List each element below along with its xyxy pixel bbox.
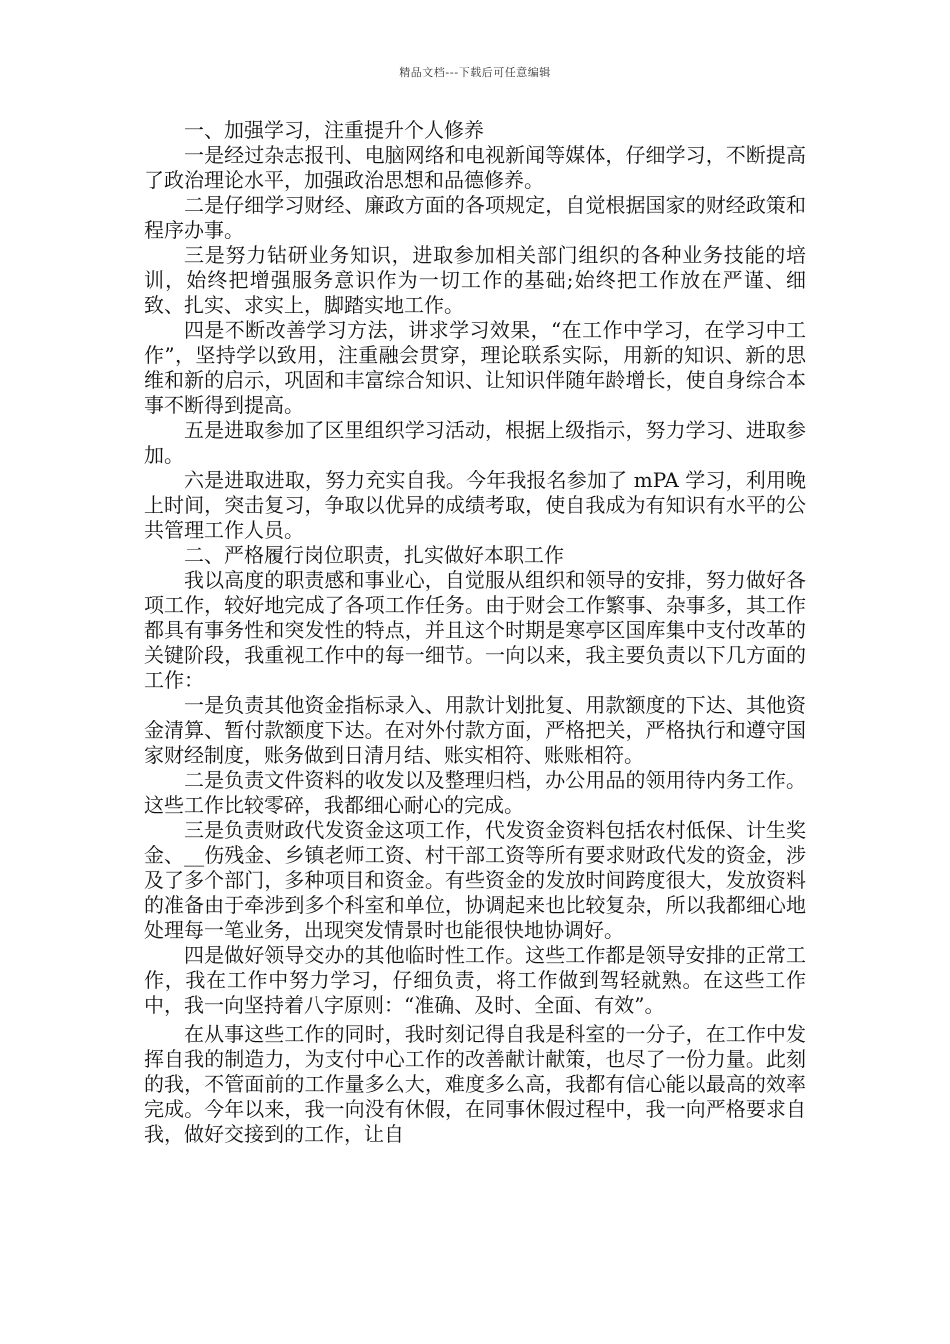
paragraph: 一是经过杂志报刊、电脑网络和电视新闻等媒体，仔细学习，不断提高了政治理论水平，加强政治思想和品德修养。	[144, 143, 806, 192]
paragraph: 二是负责文件资料的收发以及整理归档，办公用品的领用待内务工作。这些工作比较零碎，我都细心耐心的完成。	[144, 768, 806, 817]
paragraph: 四是做好领导交办的其他临时性工作。这些工作都是领导安排的正常工作，我在工作中努力学习，仔细负责，将工作做到驾轻就熟。在这些工作中，我一向坚持着八字原则：“准确、及时、全面、有效”。	[144, 943, 806, 1017]
paragraph: 三是负责财政代发资金这项工作，代发资金资料包括农村低保、计生奖金、__伤残金、乡镇老师工资、村干部工资等所有要求财政代发的资金，涉及了多个部门，多种项目和资金。有些资金的发放时间跨度很大，发放资料的准备由于牵涉到多个科室和单位，协调起来也比较复杂，所以我都细心地处理每一笔业务，出现突发情景时也能很快地协调好。	[144, 818, 806, 942]
paragraph: 五是进取参加了区里组织学习活动，根据上级指示，努力学习、进取参加。	[144, 418, 806, 467]
page-header: 精品文档---下载后可任意编辑	[399, 66, 551, 79]
paragraph: 二是仔细学习财经、廉政方面的各项规定，自觉根据国家的财经政策和程序办事。	[144, 193, 806, 242]
paragraph: 四是不断改善学习方法，讲求学习效果，“在工作中学习，在学习中工作”，坚持学以致用，注重融会贯穿，理论联系实际，用新的知识、新的思维和新的启示，巩固和丰富综合知识、让知识伴随年龄增长，使自身综合本事不断得到提高。	[144, 318, 806, 417]
paragraph: 三是努力钻研业务知识，进取参加相关部门组织的各种业务技能的培训，始终把增强服务意识作为一切工作的基础;始终把工作放在严谨、细致、扎实、求实上，脚踏实地工作。	[144, 243, 806, 317]
section-heading-1: 一、加强学习，注重提升个人修养	[184, 118, 484, 142]
paragraph: 在从事这些工作的同时，我时刻记得自我是科室的一分子，在工作中发挥自我的制造力，为支付中心工作的改善献计献策，也尽了一份力量。此刻的我，不管面前的工作量多么大，难度多么高，我都有信心能以最高的效率完成。今年以来，我一向没有休假，在同事休假过程中，我一向严格要求自我，做好交接到的工作，让自	[144, 1022, 806, 1146]
paragraph: 一是负责其他资金指标录入、用款计划批复、用款额度的下达、其他资金清算、暂付款额度下达。在对外付款方面，严格把关，严格执行和遵守国家财经制度，账务做到日清月结、账实相符、账账相符。	[144, 693, 806, 767]
section-heading-2: 二、严格履行岗位职责，扎实做好本职工作	[184, 543, 564, 567]
paragraph: 我以高度的职责感和事业心，自觉服从组织和领导的安排，努力做好各项工作，较好地完成了各项工作任务。由于财会工作繁事、杂事多，其工作都具有事务性和突发性的特点，并且这个时期是寒亭区国库集中支付改革的关键阶段，我重视工作中的每一细节。一向以来，我主要负责以下几方面的工作：	[144, 568, 806, 692]
paragraph: 六是进取进取，努力充实自我。今年我报名参加了 mPA 学习，利用晚上时间，突击复习，争取以优异的成绩考取，使自我成为有知识有水平的公共管理工作人员。	[144, 468, 806, 542]
document-body	[144, 118, 806, 1147]
